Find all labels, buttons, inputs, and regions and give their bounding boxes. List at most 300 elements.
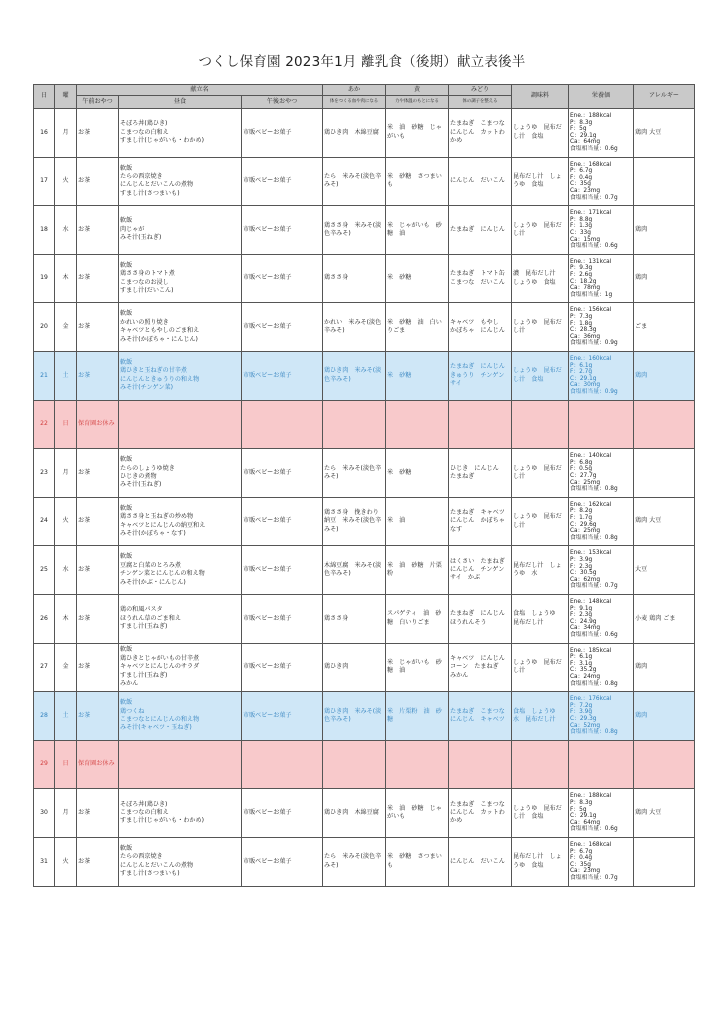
- red-foods-cell: [323, 303, 386, 352]
- green-foods-cell-text: キャベツ もやし かぼちゃ にんじん: [450, 318, 505, 335]
- lunch-cell-text: 軟飯 たらの西京焼き にんじんとだいこんの煮物 すまし汁(さつまいも): [120, 844, 194, 878]
- yellow-foods-cell: [386, 206, 449, 255]
- yellow-foods-cell: [386, 351, 449, 400]
- day-cell-text: 21: [40, 371, 48, 379]
- day-cell-text: 29: [40, 760, 48, 768]
- weekday-cell: [55, 789, 77, 838]
- am-snack-cell-text: 保育園お休み: [78, 420, 115, 428]
- pm-snack-cell: [242, 497, 323, 546]
- green-foods-cell: [449, 400, 512, 449]
- allergy-cell-text: 大豆: [635, 565, 648, 573]
- weekday-cell-text: 水: [62, 565, 69, 573]
- green-foods-cell: [449, 497, 512, 546]
- red-foods-cell-text: 鶏ひき肉 米みそ(淡色辛みそ): [324, 367, 382, 383]
- table-row: [34, 692, 695, 741]
- pm-snack-cell-text: 市販ベビーお菓子: [243, 808, 292, 816]
- day-cell-text: 19: [40, 274, 48, 282]
- weekday-cell-text: 月: [62, 128, 69, 136]
- yellow-foods-cell-text: 米 じゃがいも 砂糖 油: [387, 221, 442, 237]
- seasoning-cell: [512, 546, 569, 595]
- seasoning-cell: [512, 400, 569, 449]
- header-yellow-sub: 力や体温のもとになる: [386, 96, 449, 109]
- pm-snack-cell: [242, 546, 323, 595]
- pm-snack-cell: [242, 303, 323, 352]
- green-foods-cell: [449, 789, 512, 838]
- header-yellow: 黄: [386, 85, 449, 96]
- nutrition-cell-text: Ene.：131kcal P：9.3g F：2.6g C：18.2g Ca：78mg 食塩相当量：1g: [570, 258, 613, 298]
- am-snack-cell: [77, 157, 119, 206]
- seasoning-cell: [512, 206, 569, 255]
- seasoning-cell-text: しょうゆ 昆布だし汁: [513, 464, 562, 480]
- pm-snack-cell-text: 市販ベビーお菓子: [243, 517, 292, 525]
- red-foods-cell: [323, 837, 386, 886]
- yellow-foods-cell-text: 米 砂糖: [387, 274, 412, 282]
- seasoning-cell-text: 濃 昆布だし汁 しょうゆ 食塩: [513, 270, 562, 286]
- lunch-cell-text: 軟飯 たらのしょうゆ焼き ひじきの煮物 みそ汁(玉ねぎ): [120, 456, 175, 489]
- yellow-foods-cell: [386, 546, 449, 595]
- lunch-cell: [119, 157, 242, 206]
- nutrition-cell: [569, 546, 634, 595]
- red-foods-cell: [323, 789, 386, 838]
- pm-snack-cell: [242, 449, 323, 498]
- allergy-cell: [634, 497, 695, 546]
- day-cell: [34, 400, 55, 449]
- table-row: [34, 837, 695, 886]
- menu-table: [33, 84, 695, 887]
- nutrition-cell: [569, 157, 634, 206]
- am-snack-cell-text: お茶: [78, 857, 91, 865]
- red-foods-cell: [323, 546, 386, 595]
- day-cell: [34, 789, 55, 838]
- lunch-cell: [119, 351, 242, 400]
- weekday-cell-text: 木: [62, 274, 69, 282]
- allergy-cell: [634, 692, 695, 741]
- green-foods-cell-text: たまねぎ にんじん ほうれんそう: [450, 610, 511, 626]
- lunch-cell: [119, 643, 242, 692]
- green-foods-cell-text: たまねぎ こまつな にんじん カットわかめ: [450, 800, 511, 825]
- day-cell-text: 30: [40, 808, 48, 816]
- table-row: [34, 546, 695, 595]
- yellow-foods-cell: [386, 740, 449, 789]
- weekday-cell-text: 土: [62, 371, 69, 379]
- pm-snack-cell: [242, 643, 323, 692]
- day-cell: [34, 594, 55, 643]
- seasoning-cell: [512, 837, 569, 886]
- nutrition-cell-text: Ene.：156kcal P：7.3g F：1.8g C：28.3g Ca：36mg 食塩相当量：0.9g: [570, 307, 618, 347]
- nutrition-cell: [569, 400, 634, 449]
- weekday-cell-text: 水: [62, 225, 69, 233]
- lunch-cell-text: そぼろ丼(鶏ひき) こまつなの白和え すまし汁(じゃがいも・わかめ): [120, 120, 204, 144]
- red-foods-cell-text: 鶏ささ身: [324, 614, 349, 622]
- allergy-cell: [634, 546, 695, 595]
- weekday-cell-text: 金: [62, 322, 69, 330]
- red-foods-cell-text: 鶏ささ身: [324, 274, 349, 282]
- yellow-foods-cell: [386, 449, 449, 498]
- seasoning-cell: [512, 740, 569, 789]
- day-cell: [34, 497, 55, 546]
- day-cell-text: 17: [40, 177, 48, 185]
- green-foods-cell-text: たまねぎ こまつな にんじん カットわかめ: [450, 120, 511, 144]
- pm-snack-cell-text: 市販ベビーお菓子: [243, 711, 292, 719]
- day-cell-text: 16: [40, 128, 48, 136]
- yellow-foods-cell-text: 米 油 砂糖 じゃがいも: [387, 124, 442, 140]
- table-row: [34, 594, 695, 643]
- day-cell: [34, 157, 55, 206]
- am-snack-cell: [77, 692, 119, 741]
- am-snack-cell: [77, 789, 119, 838]
- weekday-cell: [55, 643, 77, 692]
- red-foods-cell-text: たら 米みそ(淡色辛みそ): [324, 464, 382, 480]
- weekday-cell-text: 日: [62, 420, 69, 428]
- nutrition-cell: [569, 351, 634, 400]
- day-cell-text: 26: [40, 614, 48, 622]
- red-foods-cell: [323, 206, 386, 255]
- yellow-foods-cell-text: 米 砂糖 さつまいも: [387, 853, 442, 869]
- lunch-cell-text: 軟飯 たらの西京焼き にんじんとだいこんの煮物 すまし汁(さつまいも): [120, 164, 194, 197]
- allergy-cell-text: 鶏肉: [635, 274, 648, 282]
- allergy-cell-text: 鶏肉 大豆: [635, 808, 662, 816]
- nutrition-cell-text: Ene.：171kcal P：8.8g F：1.3g C：33g Ca：15mg 食塩相当量：0.6g: [570, 210, 618, 250]
- pm-snack-cell-text: 市販ベビーお菓子: [243, 177, 292, 185]
- allergy-cell-text: 鶏肉: [635, 371, 648, 379]
- day-cell: [34, 546, 55, 595]
- allergy-cell: [634, 157, 695, 206]
- nutrition-cell: [569, 643, 634, 692]
- red-foods-cell: [323, 692, 386, 741]
- table-row: [34, 497, 695, 546]
- pm-snack-cell-text: 市販ベビーお菓子: [243, 614, 292, 622]
- nutrition-cell: [569, 449, 634, 498]
- weekday-cell: [55, 400, 77, 449]
- weekday-cell-text: 月: [62, 808, 69, 816]
- pm-snack-cell-text: 市販ベビーお菓子: [243, 371, 292, 379]
- lunch-cell-text: 軟飯 鶏ひきとじゃがいもの甘辛煮 キャベツとにんじんのサラダ すまし汁(玉ねぎ) みかん: [120, 646, 200, 687]
- pm-snack-cell: [242, 400, 323, 449]
- lunch-cell: [119, 303, 242, 352]
- header-allergy: アレルギー: [634, 85, 695, 109]
- pm-snack-cell-text: 市販ベビーお菓子: [243, 857, 292, 865]
- am-snack-cell-text: お茶: [78, 614, 91, 622]
- weekday-cell-text: 金: [62, 663, 69, 671]
- green-foods-cell-text: はくさい たまねぎ にんじん チンゲンサイ かぶ: [450, 557, 511, 582]
- weekday-cell-text: 木: [62, 614, 69, 622]
- nutrition-cell-text: Ene.：153kcal P：3.9g F：2.3g C：30.5g Ca：62mg 食塩相当量：0.7g: [570, 550, 618, 590]
- am-snack-cell-text: お茶: [78, 177, 91, 185]
- green-foods-cell-text: にんじん だいこん: [450, 857, 505, 865]
- red-foods-cell: [323, 449, 386, 498]
- weekday-cell: [55, 546, 77, 595]
- seasoning-cell-text: しょうゆ 昆布だし汁: [513, 513, 562, 529]
- seasoning-cell-text: 食塩 しょうゆ 昆布だし汁: [513, 610, 562, 626]
- am-snack-cell-text: お茶: [78, 808, 91, 816]
- green-foods-cell: [449, 206, 512, 255]
- green-foods-cell: [449, 643, 512, 692]
- day-cell: [34, 692, 55, 741]
- seasoning-cell-text: 昆布だし汁 しょうゆ 食塩: [513, 853, 562, 869]
- red-foods-cell-text: たら 米みそ(淡色辛みそ): [324, 172, 382, 189]
- red-foods-cell-text: 鶏ささ身 挽きわり納豆 米みそ(淡色辛みそ): [324, 508, 382, 533]
- lunch-cell: [119, 837, 242, 886]
- red-foods-cell: [323, 643, 386, 692]
- seasoning-cell: [512, 789, 569, 838]
- red-foods-cell-text: 鶏ひき肉 木綿豆腐: [324, 128, 379, 136]
- allergy-cell: [634, 109, 695, 158]
- pm-snack-cell: [242, 109, 323, 158]
- green-foods-cell: [449, 254, 512, 303]
- day-cell-text: 28: [40, 711, 48, 719]
- lunch-cell-text: 軟飯 鶏ひきと玉ねぎの甘辛煮 にんじんときゅうりの和え物 みそ汁(チンゲン菜): [120, 358, 200, 392]
- green-foods-cell: [449, 109, 512, 158]
- green-foods-cell-text: たまねぎ にんじん きゅうり チンゲンサイ: [450, 363, 511, 387]
- am-snack-cell-text: お茶: [78, 663, 91, 671]
- am-snack-cell-text: 保育園お休み: [78, 760, 115, 768]
- lunch-cell-text: 軟飯 鶏つくね こまつなとにんじんの和え物 みそ汁(キャベツ・玉ねぎ): [120, 699, 200, 732]
- green-foods-cell-text: たまねぎ こまつな にんじん キャベツ: [450, 707, 511, 723]
- weekday-cell: [55, 351, 77, 400]
- weekday-cell-text: 火: [62, 857, 69, 865]
- lunch-cell: [119, 692, 242, 741]
- nutrition-cell-text: Ene.：160kcal P：6.1g F：2.7g C：29.1g Ca：30mg 食塩相当量：0.9g: [570, 355, 618, 395]
- seasoning-cell-text: しょうゆ 昆布だし汁: [513, 318, 562, 335]
- yellow-foods-cell: [386, 157, 449, 206]
- nutrition-cell-text: Ene.：188kcal P：8.3g F：5g C：29.1g Ca：64mg 食塩相当量：0.6g: [570, 793, 618, 833]
- red-foods-cell-text: 鶏ささ身 米みそ(淡色辛みそ): [324, 221, 382, 237]
- yellow-foods-cell-text: 米 油 砂糖 じゃがいも: [387, 804, 442, 821]
- green-foods-cell-text: にんじん だいこん: [450, 177, 505, 185]
- day-cell: [34, 303, 55, 352]
- allergy-cell-text: 鶏肉 大豆: [635, 128, 662, 136]
- weekday-cell: [55, 254, 77, 303]
- nutrition-cell-text: Ene.：168kcal P：6.7g F：0.4g C：35g Ca：23mg 食塩相当量：0.7g: [570, 161, 618, 201]
- am-snack-cell-text: お茶: [78, 517, 91, 525]
- lunch-cell: [119, 400, 242, 449]
- green-foods-cell: [449, 692, 512, 741]
- seasoning-cell: [512, 303, 569, 352]
- day-cell-text: 27: [40, 663, 48, 671]
- lunch-cell: [119, 109, 242, 158]
- day-cell: [34, 109, 55, 158]
- red-foods-cell-text: かれい 米みそ(淡色辛みそ): [324, 318, 382, 335]
- day-cell-text: 22: [40, 420, 48, 428]
- lunch-cell-text: 軟飯 肉じゃが みそ汁(玉ねぎ): [120, 217, 162, 242]
- nutrition-cell: [569, 594, 634, 643]
- pm-snack-cell: [242, 789, 323, 838]
- table-row: [34, 157, 695, 206]
- yellow-foods-cell-text: 米 砂糖 油 白いりごま: [387, 318, 442, 335]
- allergy-cell: [634, 643, 695, 692]
- allergy-cell: [634, 789, 695, 838]
- day-cell: [34, 449, 55, 498]
- nutrition-cell: [569, 206, 634, 255]
- allergy-cell: [634, 400, 695, 449]
- am-snack-cell-text: お茶: [78, 371, 91, 379]
- nutrition-cell: [569, 692, 634, 741]
- day-cell-text: 20: [40, 322, 48, 330]
- table-row: [34, 254, 695, 303]
- day-cell-text: 25: [40, 565, 48, 573]
- am-snack-cell-text: お茶: [78, 565, 91, 573]
- am-snack-cell-text: お茶: [78, 274, 91, 282]
- lunch-cell-text: 鶏の和風パスタ ほうれん草のごま和え すまし汁(玉ねぎ): [120, 606, 181, 630]
- pm-snack-cell-text: 市販ベビーお菓子: [243, 468, 292, 476]
- header-green: みどり: [449, 85, 512, 96]
- am-snack-cell: [77, 449, 119, 498]
- weekday-cell: [55, 157, 77, 206]
- table-row: [34, 206, 695, 255]
- pm-snack-cell: [242, 594, 323, 643]
- red-foods-cell: [323, 594, 386, 643]
- yellow-foods-cell: [386, 692, 449, 741]
- yellow-foods-cell: [386, 254, 449, 303]
- table-row: [34, 400, 695, 449]
- green-foods-cell-text: たまねぎ にんじん: [450, 225, 505, 233]
- lunch-cell-text: 軟飯 かれいの照り焼き キャベツともやしのごま和え みそ汁(かぼちゃ・にんじん): [120, 310, 200, 343]
- header-row-1: [34, 85, 695, 96]
- red-foods-cell: [323, 400, 386, 449]
- table-row: [34, 351, 695, 400]
- am-snack-cell: [77, 109, 119, 158]
- green-foods-cell: [449, 351, 512, 400]
- seasoning-cell: [512, 643, 569, 692]
- nutrition-cell: [569, 109, 634, 158]
- header-red-sub: 体をつくる血や肉になる: [323, 96, 386, 109]
- allergy-cell-text: 鶏肉 大豆: [635, 517, 662, 525]
- lunch-cell: [119, 594, 242, 643]
- menu-body: [34, 109, 695, 887]
- allergy-cell: [634, 594, 695, 643]
- nutrition-cell: [569, 254, 634, 303]
- am-snack-cell: [77, 497, 119, 546]
- pm-snack-cell-text: 市販ベビーお菓子: [243, 663, 292, 671]
- nutrition-cell-text: Ene.：148kcal P：9.1g F：2.3g C：24.9g Ca：34mg 食塩相当量：0.6g: [570, 598, 618, 638]
- red-foods-cell: [323, 740, 386, 789]
- nutrition-cell-text: Ene.：168kcal P：6.7g F：0.4g C：35g Ca：23mg 食塩相当量：0.7g: [570, 841, 618, 881]
- am-snack-cell: [77, 546, 119, 595]
- am-snack-cell-text: お茶: [78, 711, 91, 719]
- allergy-cell-text: 鶏肉: [635, 711, 648, 719]
- am-snack-cell: [77, 400, 119, 449]
- table-row: [34, 740, 695, 789]
- lunch-cell: [119, 206, 242, 255]
- am-snack-cell-text: お茶: [78, 322, 91, 330]
- nutrition-cell: [569, 497, 634, 546]
- yellow-foods-cell-text: 米 油: [387, 517, 406, 525]
- day-cell: [34, 837, 55, 886]
- seasoning-cell: [512, 497, 569, 546]
- table-row: [34, 789, 695, 838]
- header-day: 日: [34, 85, 55, 109]
- day-cell: [34, 254, 55, 303]
- yellow-foods-cell: [386, 643, 449, 692]
- am-snack-cell: [77, 303, 119, 352]
- lunch-cell-text: 軟飯 鶏ささ身のトマト煮 こまつなのお浸し すまし汁(だいこん): [120, 261, 175, 294]
- yellow-foods-cell-text: スパゲティ 油 砂糖 白いりごま: [387, 610, 442, 626]
- lunch-cell: [119, 789, 242, 838]
- weekday-cell: [55, 497, 77, 546]
- yellow-foods-cell-text: 米 片栗粉 油 砂糖: [387, 707, 442, 723]
- red-foods-cell: [323, 254, 386, 303]
- nutrition-cell: [569, 837, 634, 886]
- red-foods-cell: [323, 497, 386, 546]
- page-title: つくし保育園 2023年1月 離乳食（後期）献立表後半: [198, 54, 526, 70]
- yellow-foods-cell: [386, 837, 449, 886]
- header-lunch: 昼食: [119, 96, 242, 109]
- seasoning-cell: [512, 157, 569, 206]
- lunch-cell: [119, 740, 242, 789]
- pm-snack-cell-text: 市販ベビーお菓子: [243, 274, 292, 282]
- weekday-cell: [55, 740, 77, 789]
- weekday-cell-text: 火: [62, 517, 69, 525]
- green-foods-cell: [449, 740, 512, 789]
- lunch-cell: [119, 497, 242, 546]
- day-cell: [34, 351, 55, 400]
- green-foods-cell-text: たまねぎ キャベツ にんじん かぼちゃ なす: [450, 508, 511, 533]
- allergy-cell-text: 鶏肉: [635, 225, 648, 233]
- pm-snack-cell: [242, 740, 323, 789]
- yellow-foods-cell: [386, 789, 449, 838]
- day-cell: [34, 643, 55, 692]
- nutrition-cell-text: Ene.：140kcal P：6.8g F：0.5g C：27.7g Ca：25mg 食塩相当量：0.8g: [570, 453, 618, 493]
- seasoning-cell-text: 昆布だし汁 しょうゆ 食塩: [513, 172, 562, 189]
- header-nutrition: 栄養価: [569, 85, 634, 109]
- yellow-foods-cell-text: 米 砂糖: [387, 371, 412, 379]
- allergy-cell: [634, 206, 695, 255]
- green-foods-cell-text: キャベツ にんじん コーン たまねぎ みかん: [450, 654, 511, 679]
- lunch-cell-text: そぼろ丼(鶏ひき) こまつなの白和え すまし汁(じゃがいも・わかめ): [120, 800, 204, 825]
- day-cell: [34, 206, 55, 255]
- lunch-cell-text: 軟飯 鶏ささ身と玉ねぎの炒め物 キャベツとにんじんの納豆和え みそ汁(かぼちゃ・なす): [120, 504, 206, 537]
- table-row: [34, 643, 695, 692]
- header-green-sub: 体の調子を整える: [449, 96, 512, 109]
- am-snack-cell: [77, 206, 119, 255]
- green-foods-cell: [449, 546, 512, 595]
- red-foods-cell: [323, 157, 386, 206]
- red-foods-cell-text: 鶏ひき肉 木綿豆腐: [324, 808, 379, 816]
- yellow-foods-cell-text: 米 砂糖 さつまいも: [387, 172, 442, 189]
- seasoning-cell: [512, 254, 569, 303]
- nutrition-cell: [569, 789, 634, 838]
- weekday-cell-text: 日: [62, 760, 69, 768]
- table-row: [34, 109, 695, 158]
- am-snack-cell: [77, 643, 119, 692]
- pm-snack-cell-text: 市販ベビーお菓子: [243, 128, 292, 136]
- seasoning-cell: [512, 109, 569, 158]
- lunch-cell: [119, 449, 242, 498]
- red-foods-cell: [323, 351, 386, 400]
- weekday-cell-text: 土: [62, 711, 69, 719]
- seasoning-cell: [512, 692, 569, 741]
- am-snack-cell: [77, 740, 119, 789]
- seasoning-cell-text: しょうゆ 昆布だし汁 食塩: [513, 804, 562, 821]
- weekday-cell: [55, 692, 77, 741]
- weekday-cell: [55, 206, 77, 255]
- yellow-foods-cell-text: 米 じゃがいも 砂糖 油: [387, 658, 442, 675]
- weekday-cell: [55, 109, 77, 158]
- green-foods-cell: [449, 594, 512, 643]
- weekday-cell-text: 火: [62, 177, 69, 185]
- pm-snack-cell: [242, 206, 323, 255]
- yellow-foods-cell-text: 米 砂糖: [387, 468, 412, 476]
- green-foods-cell: [449, 449, 512, 498]
- seasoning-cell-text: しょうゆ 昆布だし汁: [513, 658, 562, 675]
- yellow-foods-cell: [386, 400, 449, 449]
- day-cell-text: 24: [40, 517, 48, 525]
- header-red: あか: [323, 85, 386, 96]
- red-foods-cell: [323, 109, 386, 158]
- seasoning-cell-text: 食塩 しょうゆ 水 昆布だし汁: [513, 707, 562, 723]
- pm-snack-cell: [242, 157, 323, 206]
- green-foods-cell-text: たまねぎ トマト缶 こまつな だいこん: [450, 270, 511, 286]
